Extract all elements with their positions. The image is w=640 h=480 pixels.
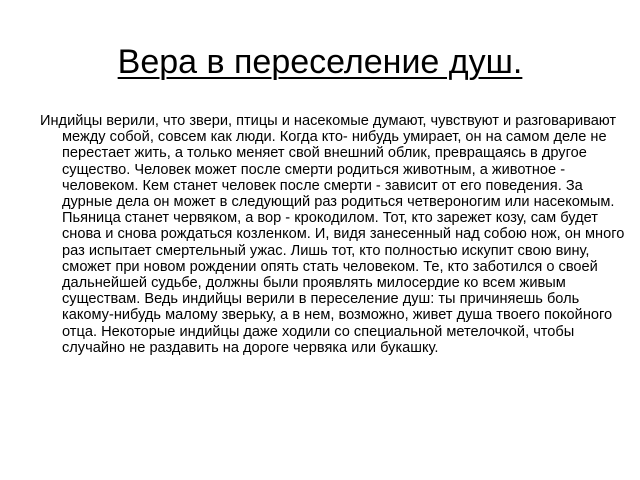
slide-body-text: Индийцы верили, что звери, птицы и насекомые думают, чувствуют и разговаривают между собой, совсем как люди. Когда кто- нибудь умирает, он на самом деле не перестает жить, а только меняет свой внешний облик, превращаясь в другое существо. Человек может после смерти родиться животным, а животное - человеком. Кем станет человек после смерти - зависит от его поведения. За дурные дела он может в следующий раз родиться четвероногим или насекомым. Пьяница станет червяком, а вор - крокодилом. Тот, кто зарежет козу, сам будет снова и снова рождаться козленком. И, видя занесенный над собою нож, он много раз испытает смертельный ужас. Лишь тот, кто полностью искупит свою вину, сможет при новом рождении опять стать человеком. Те, кто заботился о своей дальнейшей судьбе, должны были проявлять милосердие ко всем живым существам. Ведь индийцы верили в переселение душ: ты причиняешь боль какому-нибудь малому зверьку, а в нем, возможно, живет душа твоего покойного отца. Некоторые индийцы даже ходили со специальной метелочкой, чтобы случайно не раздавить на дороге червяка или букашку. xyxy=(40,113,625,356)
slide-title: Вера в переселение душ. xyxy=(117,43,523,81)
